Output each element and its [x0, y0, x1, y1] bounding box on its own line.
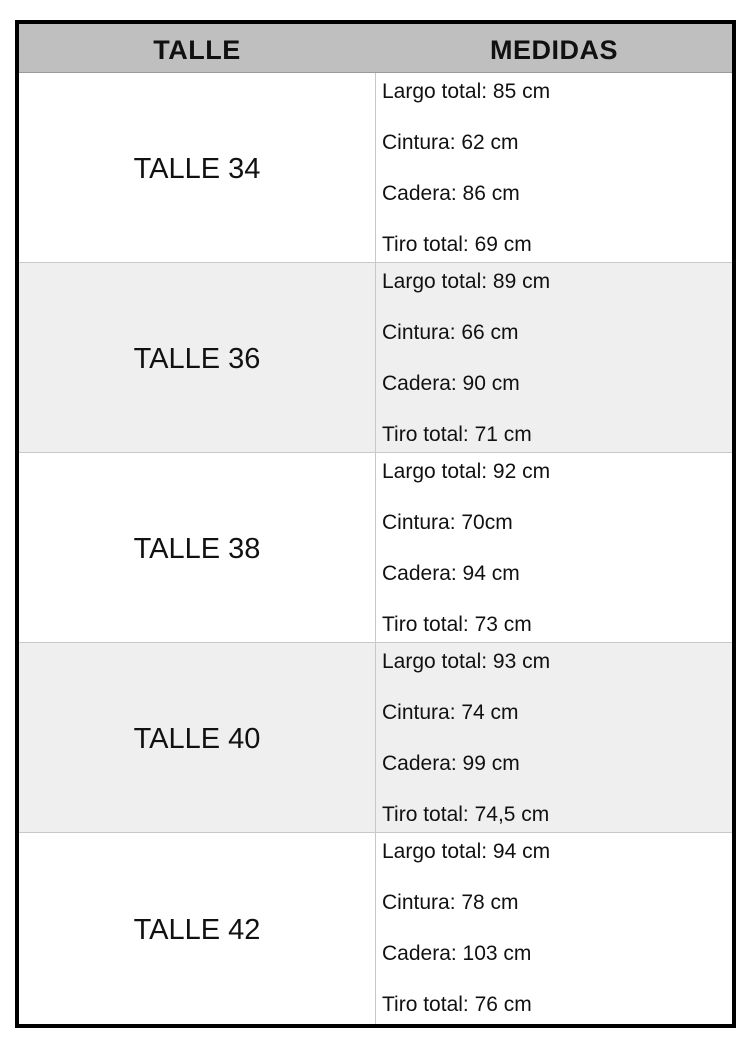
column-divider — [375, 453, 376, 642]
measure-cintura: Cintura: 74 cm — [382, 701, 519, 724]
measure-largo-total: Largo total: 85 cm — [382, 80, 551, 103]
header-talle: TALLE — [153, 35, 241, 65]
measures-cell — [382, 453, 727, 642]
size-label: TALLE 34 — [133, 153, 261, 185]
column-divider — [375, 73, 376, 262]
table-row — [19, 453, 732, 643]
measure-largo-total: Largo total: 92 cm — [382, 460, 551, 483]
column-divider — [375, 643, 376, 832]
measure-largo-total: Largo total: 94 cm — [382, 840, 551, 863]
size-label: TALLE 42 — [133, 914, 261, 946]
measure-tiro-total: Tiro total: 69 cm — [382, 233, 532, 256]
column-divider — [375, 833, 376, 1024]
measure-cadera: Cadera: 94 cm — [382, 562, 520, 585]
size-label: TALLE 40 — [133, 723, 261, 755]
measure-cadera: Cadera: 99 cm — [382, 752, 520, 775]
measures-cell — [382, 833, 727, 1024]
measure-cintura: Cintura: 66 cm — [382, 321, 519, 344]
measure-cintura: Cintura: 62 cm — [382, 131, 519, 154]
table-row — [19, 73, 732, 263]
size-label: TALLE 38 — [133, 533, 261, 565]
measure-largo-total: Largo total: 93 cm — [382, 650, 551, 673]
measure-tiro-total: Tiro total: 71 cm — [382, 423, 532, 446]
measure-cadera: Cadera: 86 cm — [382, 182, 520, 205]
size-chart-table — [15, 20, 736, 1028]
measure-largo-total: Largo total: 89 cm — [382, 270, 551, 293]
table-header-row — [19, 24, 732, 73]
measures-cell — [382, 263, 727, 452]
table-row — [19, 263, 732, 453]
measure-tiro-total: Tiro total: 76 cm — [382, 993, 532, 1016]
measures-cell — [382, 73, 727, 262]
measure-tiro-total: Tiro total: 74,5 cm — [382, 803, 550, 826]
table-row — [19, 643, 732, 833]
measure-tiro-total: Tiro total: 73 cm — [382, 613, 532, 636]
header-medidas: MEDIDAS — [489, 35, 618, 65]
column-divider — [375, 263, 376, 452]
measure-cintura: Cintura: 70cm — [382, 511, 513, 534]
measure-cintura: Cintura: 78 cm — [382, 891, 519, 914]
table-row — [19, 833, 732, 1024]
measure-cadera: Cadera: 103 cm — [382, 942, 532, 965]
measure-cadera: Cadera: 90 cm — [382, 372, 520, 395]
measures-cell — [382, 643, 727, 832]
size-label: TALLE 36 — [133, 343, 261, 375]
